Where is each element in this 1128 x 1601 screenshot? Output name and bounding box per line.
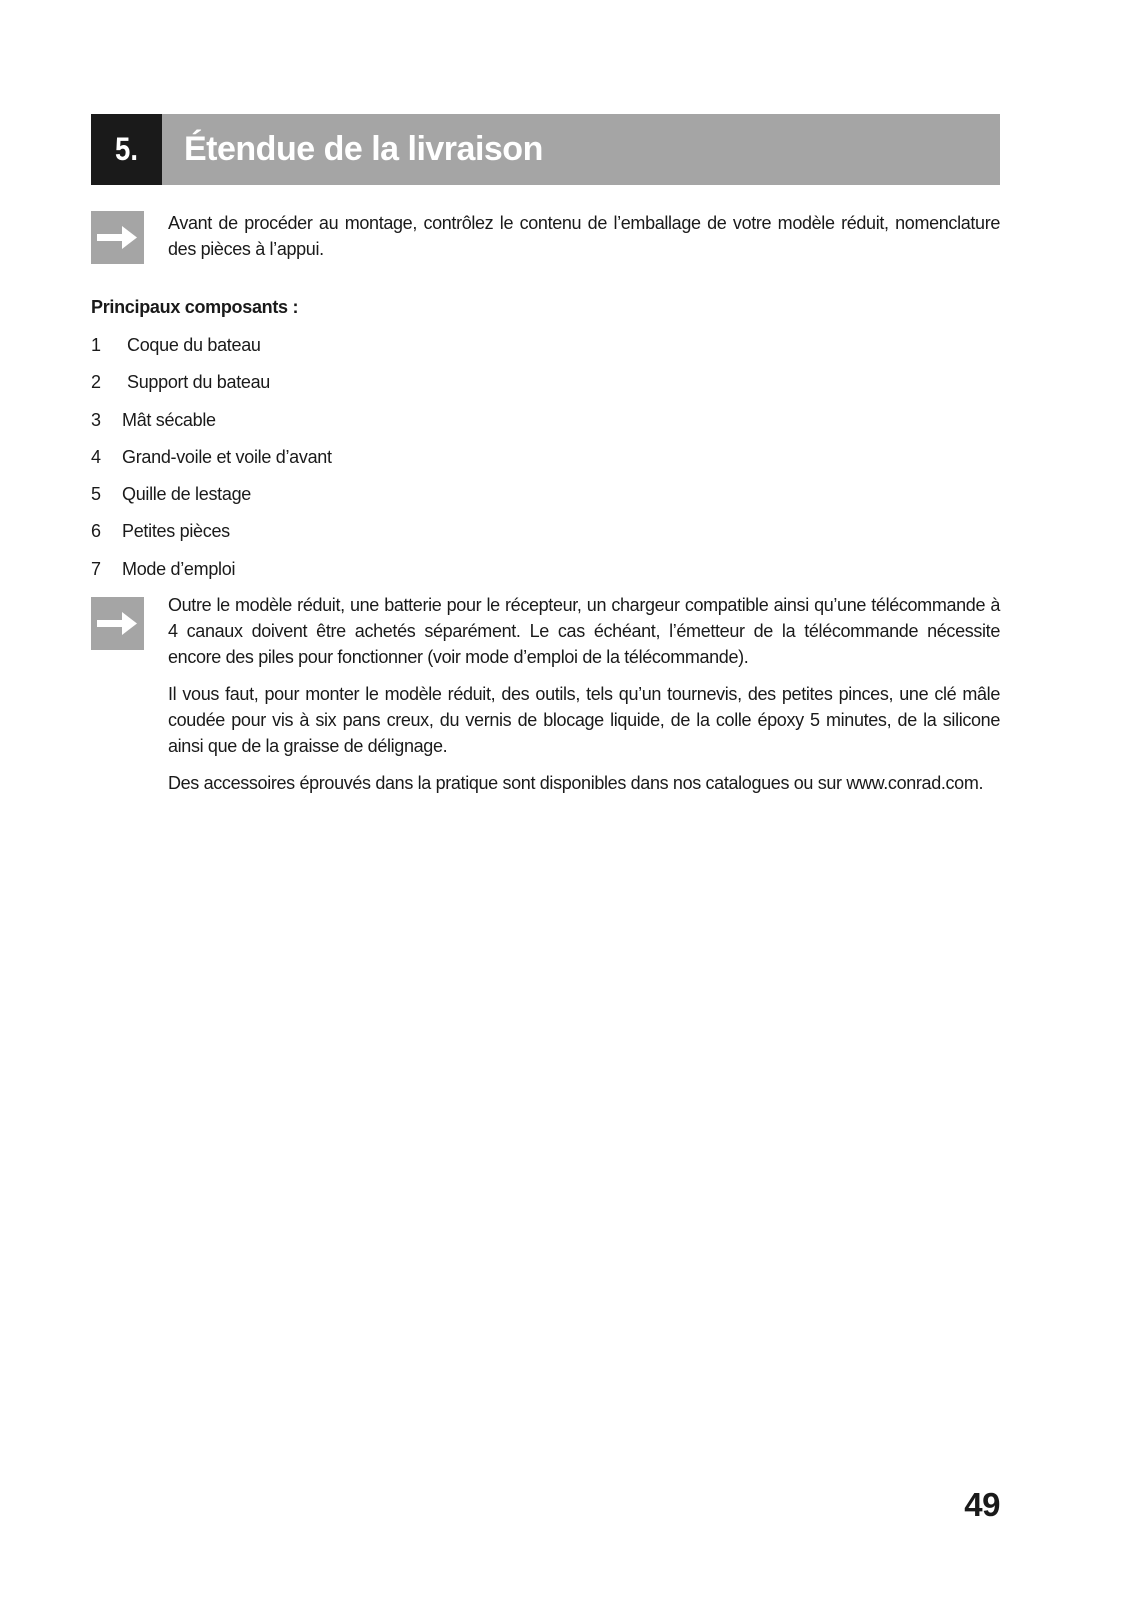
section-number-box — [91, 114, 162, 185]
section-title: Étendue de la livraison — [184, 130, 543, 168]
section-header — [91, 114, 1000, 185]
list-item-number: 5 — [91, 484, 101, 505]
note-accessories: Des accessoires éprouvés dans la pratique sont disponibles dans nos catalogues ou sur www.conrad.com. — [168, 773, 984, 793]
list-item-number: 2 — [91, 372, 101, 393]
list-item — [91, 481, 332, 518]
list-item-number: 7 — [91, 558, 101, 579]
list-item-number: 4 — [91, 446, 101, 467]
arrow-right-icon — [91, 597, 144, 650]
note-intro: Avant de procéder au montage, contrôlez le contenu de l’emballage de votre modèle réduit, nomenclature des pièces à l’appui. — [168, 213, 1000, 259]
components-heading: Principaux composants : — [91, 297, 299, 317]
list-item-label: Quille de lestage — [122, 484, 251, 505]
list-item-label: Mât sécable — [122, 409, 216, 430]
note-tools: Il vous faut, pour monter le modèle réduit, des outils, tels qu’un tournevis, des petites pinces, une clé mâle coudée pour vis à six pans creux, du vernis de blocage liquide, de la colle époxy 5 minutes, de la silicone ainsi que de la graisse de délignage. — [168, 684, 1000, 756]
note-batteries: Outre le modèle réduit, une batterie pour le récepteur, un chargeur compatible ainsi qu’une télécommande à 4 canaux doivent être achetés séparément. Le cas échéant, l’émetteur de la télécommande nécessite encore des piles pour fonctionner (voir mode d’emploi de la télécommande). — [168, 595, 1000, 667]
list-item-number: 1 — [91, 335, 101, 355]
list-item-label: Petites pièces — [122, 521, 230, 542]
arrow-right-icon — [91, 211, 144, 264]
list-item-label: Support du bateau — [127, 372, 271, 393]
components-list — [91, 332, 332, 593]
section-title-bar — [162, 114, 1000, 185]
page-number: 49 — [964, 1486, 1000, 1523]
list-item-number: 6 — [91, 521, 101, 542]
list-item-label: Mode d’emploi — [122, 558, 236, 579]
list-item — [91, 444, 332, 481]
list-item — [91, 518, 332, 555]
list-item-label: Coque du bateau — [127, 335, 261, 355]
list-item-label: Grand-voile et voile d’avant — [122, 446, 332, 467]
list-item — [91, 369, 332, 406]
list-item-number: 3 — [91, 409, 101, 430]
list-item — [91, 407, 332, 444]
list-item — [91, 556, 332, 593]
section-number: 5. — [96, 114, 157, 185]
list-item — [91, 332, 332, 369]
